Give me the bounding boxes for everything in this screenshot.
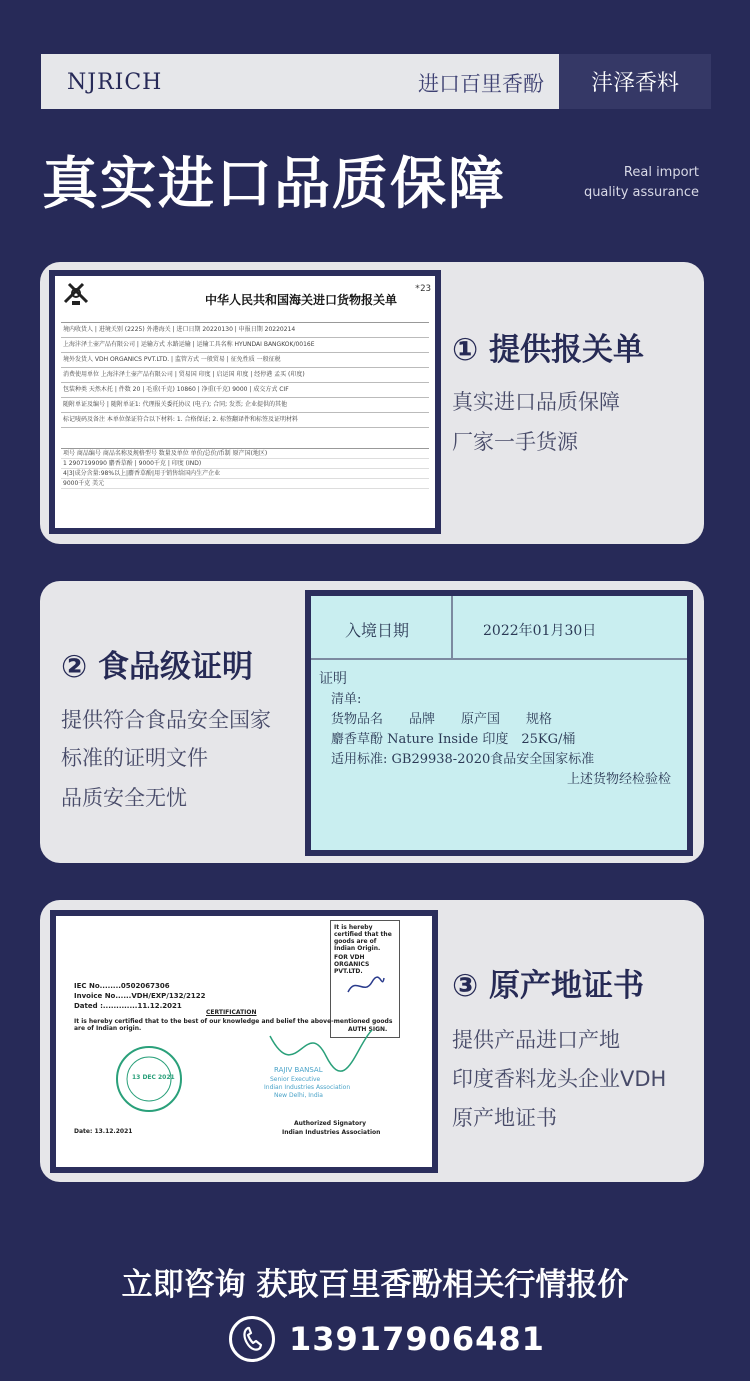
- invoice-number: Invoice No......VDH/EXP/132/2122: [74, 992, 206, 1000]
- table-row: 4|3|成分含量:98%以上|麝香草酚|用于销售给国内生产企业: [61, 469, 429, 479]
- certification-heading: CERTIFICATION: [206, 1009, 257, 1016]
- customs-emblem-icon: [63, 282, 89, 306]
- card-line: 品质安全无忧: [61, 786, 187, 810]
- english-tagline: [584, 163, 699, 203]
- call-to-action: 立即咨询 获取百里香酚相关行情报价: [121, 1267, 629, 1303]
- origin-certificate-card: [40, 900, 704, 1182]
- authorized-signatory: Authorized Signatory: [294, 1120, 366, 1127]
- table-row: 项号 商品编号 商品名称及规格型号 数量及单位 单价/总价/币制 原产国(地区): [61, 449, 429, 459]
- card-line: 厂家一手货源: [452, 430, 578, 454]
- certification-text: It is hereby certified that to the best of our knowledge and belief the above-mentioned goods are of Indian origin.: [74, 1018, 393, 1032]
- food-certificate-image: [305, 590, 693, 856]
- customs-declaration-image: [49, 270, 441, 534]
- iec-number: IEC No........0502067306: [74, 982, 170, 990]
- card-line: 原产地证书: [452, 1106, 557, 1130]
- signer-title: Senior Executive: [270, 1076, 321, 1083]
- signature-icon: [346, 974, 386, 996]
- food-grade-card: [40, 581, 704, 863]
- declaration-title: 中华人民共和国海关进口货物报关单: [205, 293, 398, 307]
- declaration-row: 境外发货人 VDH ORGANICS PVT.LTD. | 监管方式 一般贸易 | 征免性质 一般征税: [61, 353, 429, 368]
- goods-columns: 货物品名 品牌 原产国 规格: [331, 712, 553, 727]
- brand-logo-text: NJRICH: [67, 70, 163, 95]
- phone-contact[interactable]: [229, 1314, 545, 1364]
- card-line: 印度香料龙头企业VDH: [452, 1067, 667, 1091]
- table-row: 1 2907199090 麝香草酚 | 9000千克 | 印度 (IND): [61, 459, 429, 469]
- english-tagline-line1: Real import: [623, 165, 699, 180]
- page-title: 真实进口品质保障: [42, 152, 506, 217]
- declaration-row: 境内收货人 | 进境关别 (2225) 外港海关 | 进口日期 20220130 | 申报日期 20220214: [61, 323, 429, 338]
- declaration-goods-table: [61, 448, 429, 508]
- declaration-row: 标记唛码及备注 本单位保证符合以下材料: 1. 合格保证; 2. 标签翻译件和标签及证明材料: [61, 413, 429, 428]
- for-vdh: FOR VDH ORGANICS PVT.LTD.: [334, 954, 370, 975]
- card-title: ② 食品级证明: [61, 649, 254, 685]
- table-row: 9000千克 美元: [61, 479, 429, 489]
- signer-city: New Delhi, India: [274, 1092, 323, 1099]
- card-line: 提供产品进口产地: [452, 1028, 620, 1052]
- customs-declaration-card: [40, 262, 704, 544]
- association-name: Indian Industries Association: [282, 1129, 381, 1136]
- declaration-fields: [61, 322, 429, 442]
- top-bar: [41, 54, 711, 109]
- auth-sign: AUTH SIGN.: [348, 1026, 388, 1033]
- english-tagline-line2: quality assurance: [583, 185, 699, 200]
- declaration-number: *23: [414, 284, 431, 294]
- stamp-date: 13 DEC 2021: [132, 1074, 175, 1081]
- applicable-standard: 适用标准: GB29938-2020食品安全国家标准: [331, 752, 595, 767]
- goods-item: 麝香草酚 Nature Inside 印度 25KG/桶: [331, 732, 576, 747]
- company-name: 沣泽香料: [559, 54, 711, 109]
- invoice-date: Dated :.............11.12.2021: [74, 1002, 182, 1010]
- signer-name: RAJIV BANSAL: [274, 1066, 323, 1074]
- origin-certificate-image: [50, 910, 438, 1173]
- product-name: 进口百里香酚: [418, 72, 544, 96]
- entry-date-label: 入境日期: [345, 621, 410, 640]
- certificate-date: Date: 13.12.2021: [74, 1128, 133, 1135]
- card-line: 真实进口品质保障: [452, 390, 620, 414]
- declaration-row: 包装种类 天然木托 | 件数 20 | 毛重(千克) 10860 | 净重(千克) 9000 | 成交方式 CIF: [61, 383, 429, 398]
- card-title: ③ 原产地证书: [452, 968, 645, 1004]
- certificate-heading: 证明: [319, 671, 347, 687]
- declaration-row: 上海沣泽土壶产品有限公司 | 运输方式 水路运输 | 运输工具名称 HYUNDAI BANGKOK/0016E: [61, 338, 429, 353]
- card-title: ① 提供报关单: [452, 332, 645, 368]
- divider: [451, 596, 453, 658]
- divider: [311, 658, 693, 660]
- list-heading: 清单:: [331, 692, 362, 707]
- phone-number[interactable]: 13917906481: [289, 1320, 545, 1358]
- entry-date-value: 2022年01月30日: [483, 623, 597, 639]
- inspection-note: 上述货物经检验检: [567, 772, 672, 787]
- declaration-row: 随附单证及编号 | 随附单证1: 代理报关委托协议 (电子); 合同; 发票; 企业提供的其他: [61, 398, 429, 413]
- origin-statement: It is hereby certified that the goods are of Indian Origin.: [334, 924, 392, 952]
- card-line: 标准的证明文件: [61, 746, 208, 770]
- card-line: 提供符合食品安全国家: [61, 708, 271, 732]
- phone-icon: [229, 1316, 275, 1362]
- signer-org: Indian Industries Association: [264, 1084, 351, 1091]
- declaration-row: 消费使用单位 上海沣泽土壶产品有限公司 | 贸易国 印度 | 启运国 印度 | 经停港 孟买 (印度): [61, 368, 429, 383]
